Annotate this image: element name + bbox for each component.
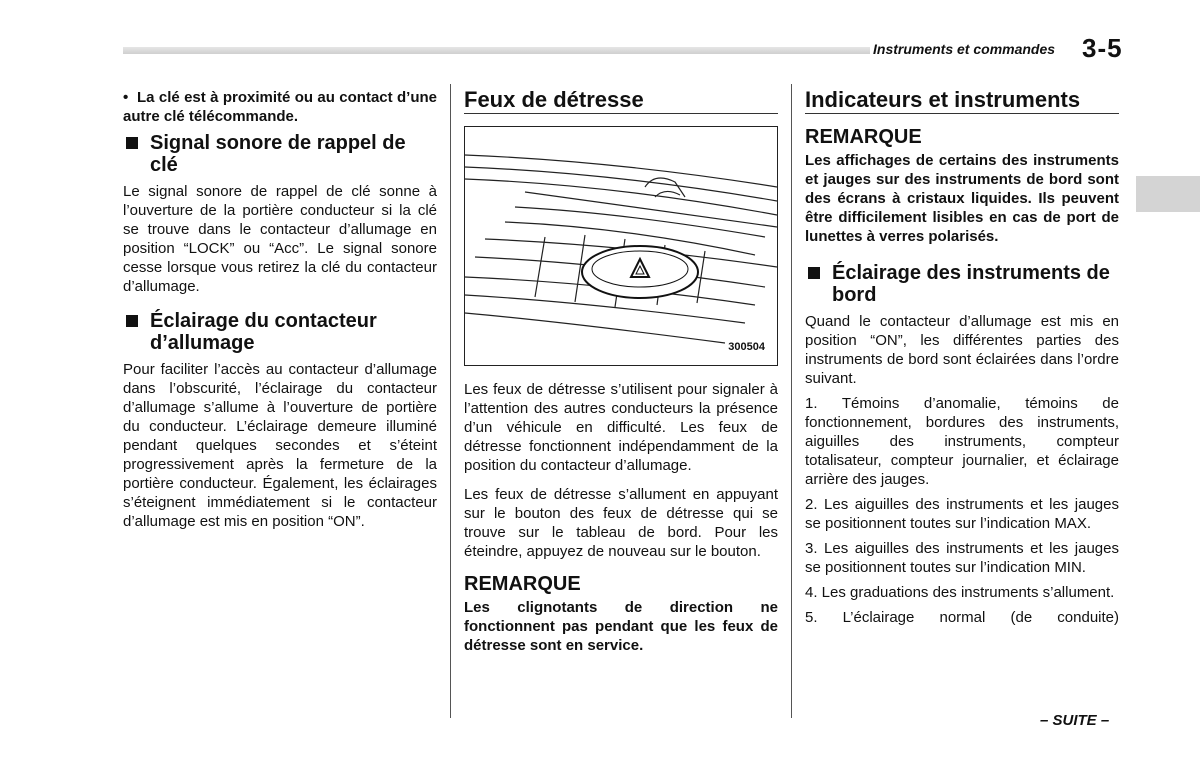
heading-text: Éclairage du contacteur d’allumage — [150, 310, 377, 354]
bullet-item — [123, 88, 437, 126]
remarque-text: Les affichages de certains des instruments et jauges sur des instruments de bord sont des écrans à cristaux liquides. Ils peuvent être difficilement lisibles en cas de port de lunettes à verres polarisés. — [805, 152, 1119, 245]
page-number: 3-5 — [1082, 33, 1123, 63]
remarque-text: Les clignotants de direction ne fonctionnent pas pendant que les feux de détresse sont en service. — [464, 599, 778, 654]
bullet-dot-icon: • — [123, 89, 137, 106]
dashboard-illustration — [465, 127, 777, 365]
remarque-title: REMARQUE — [464, 573, 581, 595]
paragraph-eclairage-contacteur: Pour faciliter l’accès au contacteur d’allumage dans l’obscurité, l’éclairage du contacteur d’allumage s’allume à l’ouverture de portière du conducteur. L’éclairage demeure illuminé pendant quelques secondes et s’éteint progressivement après la fermeture de la portière conducteur. Également, les éclairages s’éteignent immédiatement si le contacteur d’allumage est mis en position “ON”. — [123, 361, 437, 530]
list-item: 1. Témoins d’anomalie, témoins de fonctionnement, bordures des instruments, aiguilles des instruments, compteur totalisateur, compteur journalier, et éclairage arrière des jauges. — [805, 395, 1119, 488]
paragraph-signal-sonore: Le signal sonore de rappel de clé sonne à l’ouverture de la portière conducteur si la clé se trouve dans le contacteur d’allumage en position “LOCK” ou “Acc”. Le signal sonore cesse lorsque vous retirez la clé du contacteur d’allumage. — [123, 183, 437, 295]
section-title-indicateurs: Indicateurs et instruments — [805, 90, 1119, 114]
square-bullet-icon — [126, 315, 138, 327]
heading-text: Signal sonore de rappel de clé — [150, 132, 406, 176]
list-item: 2. Les aiguilles des instruments et les jauges se positionnent toutes sur l’indication MAX. — [805, 496, 1119, 532]
section-title: Instruments et commandes — [873, 41, 1056, 57]
column-divider-2 — [791, 84, 792, 718]
chapter-tab — [1136, 176, 1200, 212]
square-bullet-icon — [808, 267, 820, 279]
list-item: 5. L’éclairage normal (de conduite) — [805, 609, 1119, 626]
column-2 — [464, 88, 778, 661]
suite-indicator: – SUITE – — [1040, 712, 1110, 729]
header-rule — [123, 47, 870, 54]
list-item: 3. Les aiguilles des instruments et les jauges se positionnent toutes sur l’indication MIN. — [805, 540, 1119, 576]
bullet-text: La clé est à proximité ou au contact d’une autre clé télécommande. — [123, 89, 438, 125]
remarque-title: REMARQUE — [805, 126, 922, 148]
heading-eclairage-contacteur — [123, 310, 437, 354]
paragraph-feux-2: Les feux de détresse s’allument en appuyant sur le bouton des feux de détresse qui se trouve sur le tableau de bord. Pour les éteindre, appuyez de nouveau sur le bouton. — [464, 486, 778, 560]
paragraph-intro: Quand le contacteur d’allumage est mis en position “ON”, les différentes parties des instruments de bord sont éclairées dans l’ordre suivant. — [805, 313, 1119, 387]
heading-signal-sonore — [123, 132, 437, 176]
figure-code: 300504 — [728, 341, 765, 353]
column-1 — [123, 88, 437, 537]
heading-eclairage-instruments — [805, 262, 1119, 306]
hazard-button — [582, 246, 698, 298]
list-item: 4. Les graduations des instruments s’allument. — [805, 584, 1115, 601]
column-divider-1 — [450, 84, 451, 718]
hazard-button-figure — [464, 126, 778, 366]
section-title-feux-detresse: Feux de détresse — [464, 90, 778, 114]
column-3 — [805, 88, 1119, 633]
heading-text: Éclairage des instruments de bord — [832, 262, 1110, 306]
square-bullet-icon — [126, 137, 138, 149]
paragraph-feux-1: Les feux de détresse s’utilisent pour signaler à l’attention des autres conducteurs la présence d’un véhicule en difficulté. Les feux de détresse fonctionnent indépendamment de la position du contacteur d’allumage. — [464, 381, 778, 474]
